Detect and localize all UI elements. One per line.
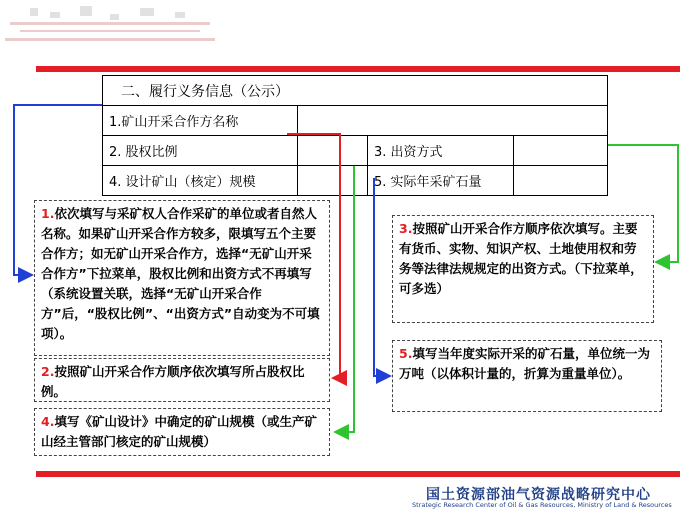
note-1-text: 依次填写与采矿权人合作采矿的单位或者自然人名称。如果矿山开采合作方较多，限填写五个主要合作方；如无矿山开采合作方，选择“无矿山开采合作方”下拉菜单，股权比例和出资方式不再填写（系统设置关联，选择“无矿山开采合作方”后，“股权比例”、“出资方式”自动变为不可填项）。 bbox=[41, 206, 320, 341]
note-2-text: 按照矿山开采合作方顺序依次填写所占股权比例。 bbox=[41, 364, 305, 399]
note-4-text: 填写《矿山设计》中确定的矿山规模（或生产矿山经主管部门核定的矿山规模） bbox=[41, 414, 317, 449]
note-2 bbox=[34, 358, 330, 402]
top-divider-bar bbox=[36, 66, 680, 72]
row2-right-label: 3. 出资方式 bbox=[368, 136, 514, 166]
arrow-row3-to-note4 bbox=[335, 166, 354, 432]
cooperator-name-field[interactable] bbox=[298, 106, 608, 136]
obligation-info-table bbox=[102, 75, 608, 196]
note-4-number: 4. bbox=[41, 414, 55, 429]
org-name-cn: 国土资源部油气资源战略研究中心 bbox=[426, 487, 651, 503]
row2-left-label: 2. 股权比例 bbox=[103, 136, 298, 166]
design-scale-field[interactable] bbox=[298, 166, 368, 196]
investment-method-field[interactable] bbox=[514, 136, 608, 166]
header-decoration bbox=[0, 0, 230, 60]
note-3-text: 按照矿山开采合作方顺序依次填写。主要有货币、实物、知识产权、土地使用权和劳务等法律法规规定的出资方式。（下拉菜单，可多选） bbox=[399, 221, 643, 296]
annual-ore-field[interactable] bbox=[514, 166, 608, 196]
arrow-row3right-to-note5 bbox=[374, 178, 390, 376]
row1-label: 1.矿山开采合作方名称 bbox=[103, 106, 298, 136]
row3-right-label: 5. 实际年采矿石量 bbox=[368, 166, 514, 196]
equity-ratio-field[interactable] bbox=[298, 136, 368, 166]
section-title: 二、履行义务信息（公示） bbox=[103, 76, 608, 106]
note-4 bbox=[34, 408, 330, 456]
org-name-en: Strategic Research Center of Oil & Gas Resources, Ministry of Land & Resources bbox=[412, 501, 672, 509]
note-1-number: 1. bbox=[41, 206, 55, 221]
note-1 bbox=[34, 200, 330, 356]
note-2-number: 2. bbox=[41, 364, 55, 379]
note-3-number: 3. bbox=[399, 221, 413, 236]
note-3 bbox=[392, 215, 654, 323]
note-5-number: 5. bbox=[399, 346, 413, 361]
row3-left-label: 4. 设计矿山（核定）规模 bbox=[103, 166, 298, 196]
bottom-divider-bar bbox=[36, 471, 680, 477]
note-5-text: 填写当年度实际开采的矿石量，单位统一为万吨（以体积计量的，折算为重量单位）。 bbox=[399, 346, 650, 381]
note-5 bbox=[392, 340, 662, 412]
